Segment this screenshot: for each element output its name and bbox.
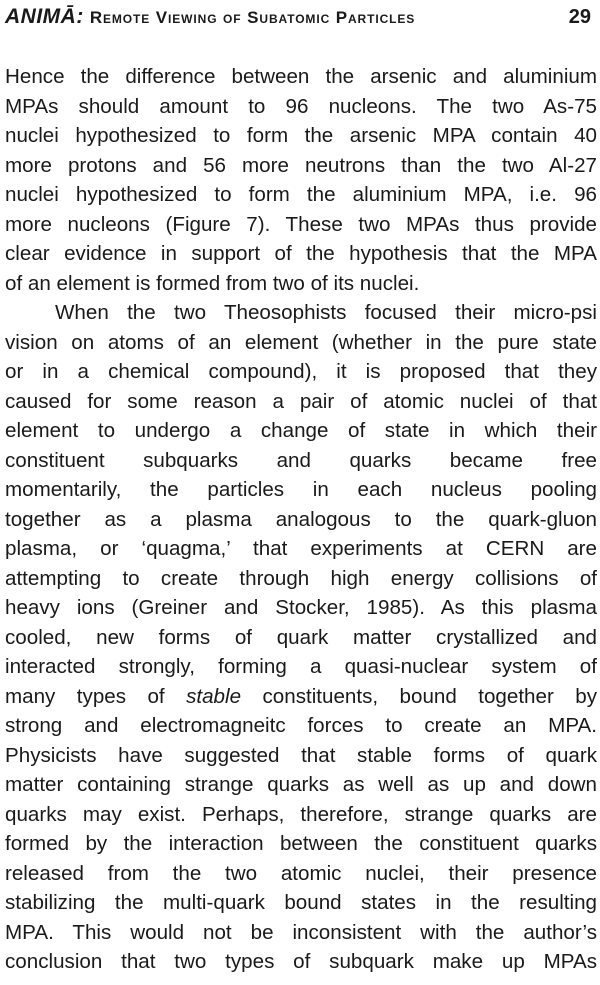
text-segment: many types of: [5, 684, 187, 708]
emphasized-word: stable: [186, 684, 242, 708]
text-line: caused for some reason a pair of atomic nuclei of that: [5, 389, 597, 413]
article-body: [5, 62, 597, 977]
article-title: Remote Viewing of Subatomic Particles: [89, 8, 416, 27]
text-line: more protons and 56 more neutrons than the two Al-27: [5, 153, 597, 177]
running-head-left: [5, 5, 415, 29]
text-line: strong and electromagneitc forces to create an MPA.: [5, 714, 597, 737]
text-line: When the two Theosophists focused their micro-psi: [55, 301, 597, 324]
text-line: Hence the difference between the arsenic and aluminium: [5, 65, 597, 88]
text-line: heavy ions (Greiner and Stocker, 1985). As this plasma: [5, 596, 597, 619]
text-line: together as a plasma analogous to the quark-gluon: [5, 507, 597, 531]
text-line: Physicists have suggested that stable forms of quark: [5, 743, 597, 767]
text-line: quarks may exist. Perhaps, therefore, strange quarks are: [5, 802, 597, 826]
running-head: [5, 2, 595, 32]
text-line: formed by the interaction between the constituent quarks: [5, 832, 597, 855]
text-line: vision on atoms of an element (whether in the pure state: [5, 330, 597, 354]
text-line: MPAs should amount to 96 nucleons. The two As-75: [5, 94, 597, 118]
text-line: of an element is formed from two of its nuclei.: [5, 271, 420, 295]
text-line: attempting to create through high energy collisions of: [5, 566, 597, 590]
text-line: clear evidence in support of the hypothesis that the MPA: [5, 242, 597, 265]
text-line: nuclei hypothesized to form the arsenic MPA contain 40: [5, 124, 597, 147]
text-line: momentarily, the particles in each nucleus pooling: [5, 478, 597, 501]
text-line: stabilizing the multi-quark bound states in the resulting: [5, 891, 597, 914]
text-line: more nucleons (Figure 7). These two MPAs thus provide: [5, 212, 597, 236]
text-line: conclusion that two types of subquark make up MPAs: [5, 950, 597, 973]
text-line: or in a chemical compound), it is proposed that they: [5, 360, 597, 383]
text-line: [5, 682, 597, 712]
text-line: matter containing strange quarks as well as up and down: [5, 773, 597, 796]
text-line: constituent subquarks and quarks became free: [5, 448, 597, 472]
paragraph: [5, 62, 597, 298]
text-line: MPA. This would not be inconsistent with the author’s: [5, 920, 597, 944]
text-line: nuclei hypothesized to form the aluminium MPA, i.e. 96: [5, 183, 597, 206]
text-line: released from the two atomic nuclei, their presence: [5, 861, 597, 885]
page-number: 29: [568, 5, 591, 28]
text-line: cooled, new forms of quark matter crystallized and: [5, 625, 597, 649]
journal-name: ANIMĀ:: [5, 5, 84, 28]
text-line: plasma, or ‘quagma,’ that experiments at CERN are: [5, 537, 597, 560]
text-segment: constituents, bound together by: [241, 684, 598, 708]
paragraph: [5, 298, 597, 977]
text-line: element to undergo a change of state in which their: [5, 419, 597, 442]
text-line: interacted strongly, forming a quasi-nuclear system of: [5, 655, 597, 678]
